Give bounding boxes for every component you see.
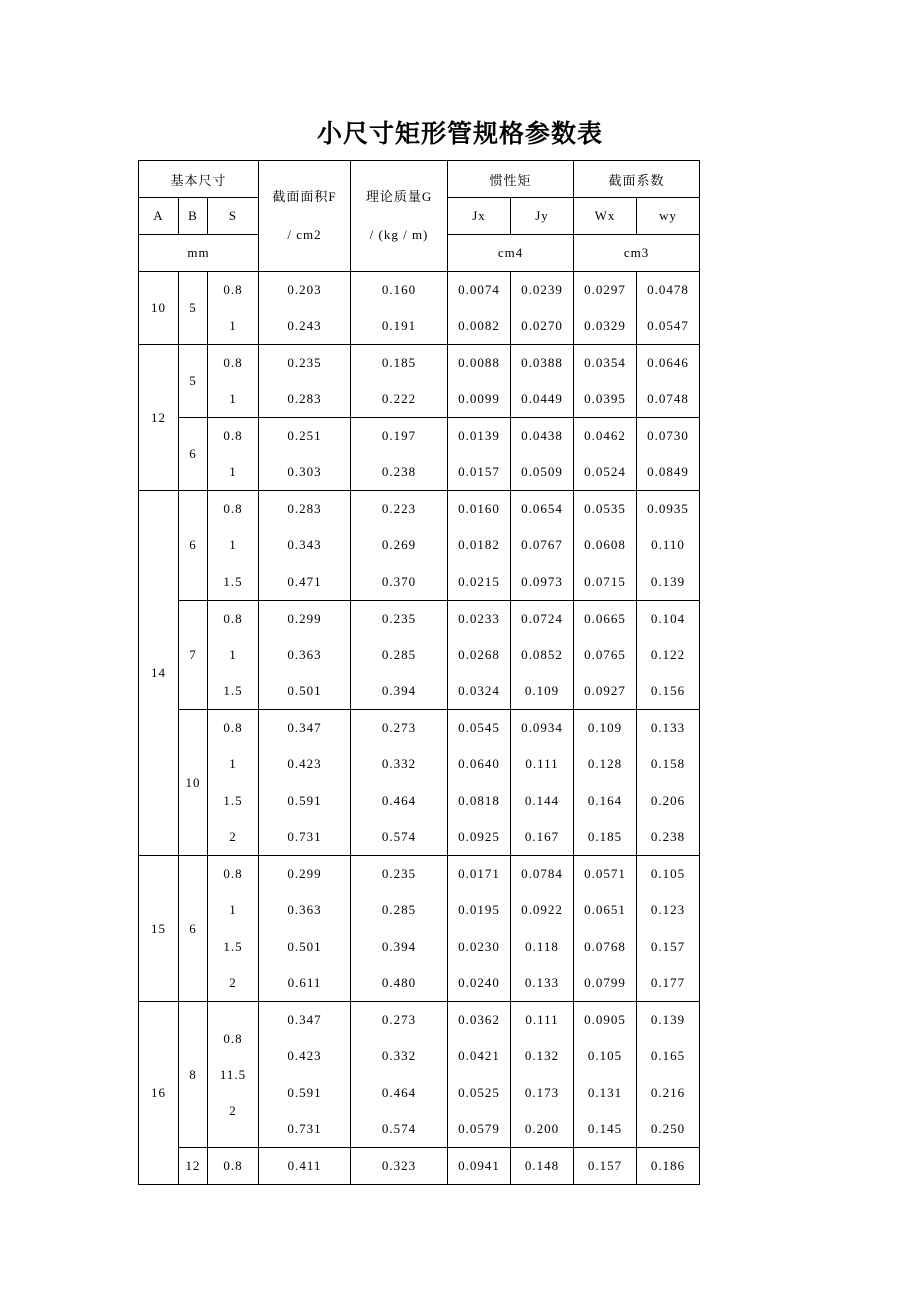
area-cell: 0.501: [259, 929, 351, 966]
dimension-b-cell: 5: [179, 272, 208, 345]
jx-cell: 0.0640: [448, 746, 511, 783]
col-jx-header: Jx: [448, 198, 511, 235]
wy-cell: 0.122: [637, 637, 700, 674]
wx-cell: 0.0768: [574, 929, 637, 966]
area-cell: 0.411: [259, 1148, 351, 1185]
jy-cell: 0.0767: [511, 527, 574, 564]
jy-cell: 0.132: [511, 1038, 574, 1075]
thickness-s-cell: 1.5: [208, 783, 259, 820]
dimension-b-cell: 6: [179, 491, 208, 601]
wy-cell: 0.0935: [637, 491, 700, 528]
jy-cell: 0.0654: [511, 491, 574, 528]
jx-cell: 0.0525: [448, 1075, 511, 1112]
dimension-a-cell: 12: [139, 345, 179, 491]
mass-cell: 0.574: [351, 1111, 448, 1148]
jx-cell: 0.0195: [448, 892, 511, 929]
wx-cell: 0.0765: [574, 637, 637, 674]
thickness-s-cell: 0.8: [208, 272, 259, 309]
jy-cell: 0.118: [511, 929, 574, 966]
jy-cell: 0.0934: [511, 710, 574, 747]
wy-cell: 0.104: [637, 600, 700, 637]
mass-cell: 0.480: [351, 965, 448, 1002]
wy-cell: 0.123: [637, 892, 700, 929]
spec-table: [138, 160, 700, 1185]
spec-table-body: [139, 272, 700, 1185]
thickness-s-cell: 1: [208, 746, 259, 783]
table-row: [139, 564, 700, 601]
wx-cell: 0.128: [574, 746, 637, 783]
wx-cell: 0.0665: [574, 600, 637, 637]
dimension-a-cell: 10: [139, 272, 179, 345]
wy-cell: 0.105: [637, 856, 700, 893]
mass-header-unit: / (kg / m): [369, 227, 429, 242]
wx-cell: 0.0905: [574, 1002, 637, 1039]
dimension-a-cell: 14: [139, 491, 179, 856]
table-row: [139, 783, 700, 820]
col-jy-header: Jy: [511, 198, 574, 235]
jx-cell: 0.0074: [448, 272, 511, 309]
wy-cell: 0.216: [637, 1075, 700, 1112]
jy-cell: 0.0388: [511, 345, 574, 382]
wy-cell: 0.0730: [637, 418, 700, 455]
wx-cell: 0.131: [574, 1075, 637, 1112]
wy-cell: 0.177: [637, 965, 700, 1002]
wx-cell: 0.0571: [574, 856, 637, 893]
wx-cell: 0.185: [574, 819, 637, 856]
mass-cell: 0.285: [351, 637, 448, 674]
jx-cell: 0.0324: [448, 673, 511, 710]
area-cell: 0.363: [259, 637, 351, 674]
thickness-s-cell: 0.8: [208, 710, 259, 747]
jy-cell: 0.0239: [511, 272, 574, 309]
mass-cell: 0.323: [351, 1148, 448, 1185]
mass-cell: 0.273: [351, 1002, 448, 1039]
wy-cell: 0.186: [637, 1148, 700, 1185]
thickness-s-line: 11.5: [219, 1066, 247, 1082]
unit-cm4: cm4: [448, 235, 574, 272]
jy-cell: 0.0922: [511, 892, 574, 929]
table-row: [139, 1002, 700, 1039]
jx-cell: 0.0088: [448, 345, 511, 382]
dimension-b-cell: 5: [179, 345, 208, 418]
jy-cell: 0.200: [511, 1111, 574, 1148]
wy-cell: 0.0547: [637, 308, 700, 345]
thickness-s-line: 2: [229, 1102, 237, 1118]
jy-cell: 0.133: [511, 965, 574, 1002]
thickness-s-cell: 2: [208, 965, 259, 1002]
wy-cell: 0.0849: [637, 454, 700, 491]
jx-cell: 0.0171: [448, 856, 511, 893]
thickness-s-cell: 1: [208, 892, 259, 929]
table-row: [139, 710, 700, 747]
mass-cell: 0.332: [351, 1038, 448, 1075]
wx-cell: 0.105: [574, 1038, 637, 1075]
dimension-b-cell: 6: [179, 856, 208, 1002]
mass-cell: 0.222: [351, 381, 448, 418]
wy-cell: 0.0748: [637, 381, 700, 418]
mass-cell: 0.191: [351, 308, 448, 345]
mass-cell: 0.273: [351, 710, 448, 747]
wx-cell: 0.0354: [574, 345, 637, 382]
wy-cell: 0.206: [637, 783, 700, 820]
table-row: [139, 308, 700, 345]
area-cell: 0.501: [259, 673, 351, 710]
area-cell: 0.363: [259, 892, 351, 929]
wx-cell: 0.164: [574, 783, 637, 820]
wx-cell: 0.0329: [574, 308, 637, 345]
wx-cell: 0.0715: [574, 564, 637, 601]
thickness-s-cell: 1: [208, 527, 259, 564]
area-cell: 0.343: [259, 527, 351, 564]
area-cell: 0.423: [259, 746, 351, 783]
mass-cell: 0.332: [351, 746, 448, 783]
jx-cell: 0.0421: [448, 1038, 511, 1075]
area-cell: 0.591: [259, 783, 351, 820]
mass-cell: 0.574: [351, 819, 448, 856]
jy-cell: 0.0270: [511, 308, 574, 345]
thickness-s-line: 0.8: [223, 1030, 243, 1046]
wx-cell: 0.0608: [574, 527, 637, 564]
jy-cell: 0.111: [511, 1002, 574, 1039]
area-cell: 0.347: [259, 1002, 351, 1039]
dimension-a-cell: 16: [139, 1002, 179, 1185]
col-s-header: S: [208, 198, 259, 235]
jy-cell: 0.144: [511, 783, 574, 820]
area-header: [259, 161, 351, 272]
table-row: [139, 746, 700, 783]
area-cell: 0.347: [259, 710, 351, 747]
jy-cell: 0.0973: [511, 564, 574, 601]
area-cell: 0.203: [259, 272, 351, 309]
wx-cell: 0.109: [574, 710, 637, 747]
area-cell: 0.591: [259, 1075, 351, 1112]
jy-cell: 0.0724: [511, 600, 574, 637]
jx-cell: 0.0082: [448, 308, 511, 345]
table-row: [139, 600, 700, 637]
mass-cell: 0.370: [351, 564, 448, 601]
thickness-s-cell: 0.8: [208, 418, 259, 455]
col-a-header: A: [139, 198, 179, 235]
thickness-s-cell: 1.5: [208, 929, 259, 966]
dimension-b-cell: 12: [179, 1148, 208, 1185]
jy-cell: 0.148: [511, 1148, 574, 1185]
wy-cell: 0.0478: [637, 272, 700, 309]
area-header-label: 截面面积F: [272, 189, 337, 204]
basic-size-header: 基本尺寸: [139, 161, 259, 198]
thickness-s-cell: 1: [208, 454, 259, 491]
jy-cell: 0.0449: [511, 381, 574, 418]
jy-cell: 0.0509: [511, 454, 574, 491]
jy-cell: 0.111: [511, 746, 574, 783]
jx-cell: 0.0182: [448, 527, 511, 564]
wy-cell: 0.0646: [637, 345, 700, 382]
area-cell: 0.243: [259, 308, 351, 345]
mass-cell: 0.394: [351, 673, 448, 710]
wy-cell: 0.139: [637, 564, 700, 601]
area-cell: 0.731: [259, 819, 351, 856]
thickness-s-cell: 0.8: [208, 345, 259, 382]
jx-cell: 0.0579: [448, 1111, 511, 1148]
table-row: [139, 491, 700, 528]
dimension-b-cell: 7: [179, 600, 208, 710]
thickness-s-cell: 1: [208, 637, 259, 674]
mass-cell: 0.223: [351, 491, 448, 528]
wx-cell: 0.0462: [574, 418, 637, 455]
mass-header-label: 理论质量G: [365, 189, 433, 204]
jx-cell: 0.0230: [448, 929, 511, 966]
wx-cell: 0.0535: [574, 491, 637, 528]
table-row: [139, 454, 700, 491]
jy-cell: 0.109: [511, 673, 574, 710]
table-row: [139, 673, 700, 710]
wy-cell: 0.158: [637, 746, 700, 783]
area-header-unit: / cm2: [287, 227, 322, 242]
wy-cell: 0.133: [637, 710, 700, 747]
mass-cell: 0.464: [351, 1075, 448, 1112]
area-cell: 0.471: [259, 564, 351, 601]
mass-cell: 0.285: [351, 892, 448, 929]
jy-cell: 0.0438: [511, 418, 574, 455]
wy-cell: 0.110: [637, 527, 700, 564]
jx-cell: 0.0362: [448, 1002, 511, 1039]
dimension-b-cell: 8: [179, 1002, 208, 1148]
jx-cell: 0.0941: [448, 1148, 511, 1185]
wy-cell: 0.139: [637, 1002, 700, 1039]
area-cell: 0.251: [259, 418, 351, 455]
thickness-s-cell: 1: [208, 308, 259, 345]
thickness-s-cell: [208, 1002, 259, 1148]
jx-cell: 0.0240: [448, 965, 511, 1002]
wy-cell: 0.165: [637, 1038, 700, 1075]
jx-cell: 0.0268: [448, 637, 511, 674]
jx-cell: 0.0233: [448, 600, 511, 637]
page-title: 小尺寸矩形管规格参数表: [316, 121, 603, 148]
jy-cell: 0.0852: [511, 637, 574, 674]
wy-cell: 0.157: [637, 929, 700, 966]
jx-cell: 0.0139: [448, 418, 511, 455]
dimension-b-cell: 10: [179, 710, 208, 856]
area-cell: 0.423: [259, 1038, 351, 1075]
wx-cell: 0.0524: [574, 454, 637, 491]
mass-cell: 0.235: [351, 856, 448, 893]
table-row: [139, 1148, 700, 1185]
table-row: [139, 418, 700, 455]
mass-cell: 0.235: [351, 600, 448, 637]
table-row: [139, 929, 700, 966]
col-wx-header: Wx: [574, 198, 637, 235]
jx-cell: 0.0215: [448, 564, 511, 601]
wx-cell: 0.145: [574, 1111, 637, 1148]
jx-cell: 0.0545: [448, 710, 511, 747]
wx-cell: 0.0395: [574, 381, 637, 418]
jx-cell: 0.0818: [448, 783, 511, 820]
wx-cell: 0.0297: [574, 272, 637, 309]
area-cell: 0.235: [259, 345, 351, 382]
wx-cell: 0.0799: [574, 965, 637, 1002]
thickness-s-cell: 1: [208, 381, 259, 418]
section-modulus-header: 截面系数: [574, 161, 700, 198]
mass-header: [351, 161, 448, 272]
wx-cell: 0.157: [574, 1148, 637, 1185]
inertia-header: 惯性矩: [448, 161, 574, 198]
jx-cell: 0.0157: [448, 454, 511, 491]
mass-cell: 0.160: [351, 272, 448, 309]
table-row: [139, 965, 700, 1002]
thickness-s-cell: 0.8: [208, 600, 259, 637]
wx-cell: 0.0651: [574, 892, 637, 929]
col-wy-header: wy: [637, 198, 700, 235]
thickness-s-cell: 2: [208, 819, 259, 856]
table-row: [139, 637, 700, 674]
table-row: [139, 272, 700, 309]
dimension-a-cell: 15: [139, 856, 179, 1002]
jy-cell: 0.167: [511, 819, 574, 856]
table-row: [139, 381, 700, 418]
header-row-1: [139, 161, 700, 198]
unit-mm: mm: [139, 235, 259, 272]
wy-cell: 0.250: [637, 1111, 700, 1148]
table-row: [139, 892, 700, 929]
jx-cell: 0.0099: [448, 381, 511, 418]
thickness-s-cell: 0.8: [208, 491, 259, 528]
area-cell: 0.611: [259, 965, 351, 1002]
wy-cell: 0.238: [637, 819, 700, 856]
thickness-s-cell: 0.8: [208, 856, 259, 893]
table-row: [139, 345, 700, 382]
area-cell: 0.283: [259, 491, 351, 528]
wx-cell: 0.0927: [574, 673, 637, 710]
area-cell: 0.299: [259, 600, 351, 637]
thickness-s-cell: 0.8: [208, 1148, 259, 1185]
jx-cell: 0.0925: [448, 819, 511, 856]
area-cell: 0.299: [259, 856, 351, 893]
mass-cell: 0.185: [351, 345, 448, 382]
area-cell: 0.303: [259, 454, 351, 491]
wy-cell: 0.156: [637, 673, 700, 710]
jy-cell: 0.0784: [511, 856, 574, 893]
mass-cell: 0.269: [351, 527, 448, 564]
mass-cell: 0.238: [351, 454, 448, 491]
table-row: [139, 819, 700, 856]
spec-table-header: [139, 161, 700, 272]
dimension-b-cell: 6: [179, 418, 208, 491]
thickness-s-cell: 1.5: [208, 564, 259, 601]
jx-cell: 0.0160: [448, 491, 511, 528]
col-b-header: B: [179, 198, 208, 235]
thickness-s-cell: 1.5: [208, 673, 259, 710]
mass-cell: 0.394: [351, 929, 448, 966]
mass-cell: 0.197: [351, 418, 448, 455]
unit-cm3: cm3: [574, 235, 700, 272]
area-cell: 0.731: [259, 1111, 351, 1148]
mass-cell: 0.464: [351, 783, 448, 820]
table-row: [139, 527, 700, 564]
area-cell: 0.283: [259, 381, 351, 418]
jy-cell: 0.173: [511, 1075, 574, 1112]
table-row: [139, 856, 700, 893]
